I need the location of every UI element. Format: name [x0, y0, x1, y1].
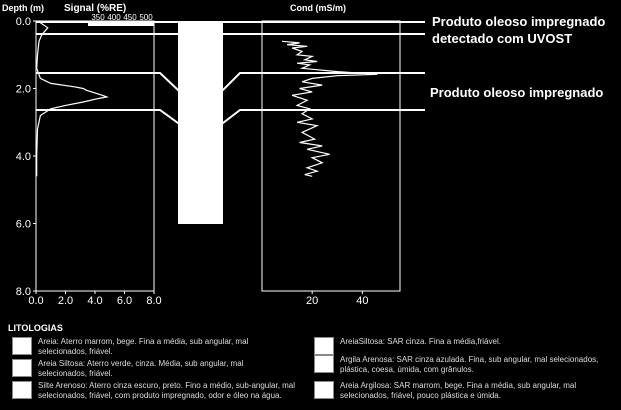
cond-track-label: Cond (mS/m) — [290, 3, 346, 13]
legend-text: Silte Arenoso: Aterro cinza escuro, preto. Fino a médio, sub-angular, mal selecionados, friável, com produto impregnado, odor e óleo na água. — [38, 381, 296, 400]
legend-swatch — [12, 359, 32, 377]
cond-tick-label: 40 — [356, 295, 369, 307]
legend-text: Areia Siltosa: Aterro verde, cinza. Média, sub angular, mal selecionados, friável. — [38, 359, 244, 378]
marker-line-mid-1 — [36, 73, 425, 90]
legend-item-areia-argilosa — [314, 381, 614, 401]
legend-swatch — [12, 337, 32, 355]
legend-item-argila-arenosa — [314, 355, 614, 375]
legend-swatch — [314, 337, 334, 355]
signal-tick-label: 0.0 — [28, 295, 44, 307]
legend-text: Areia: Aterro marrom, bege. Fina a média, sub angular, mal selecionados, friável. — [38, 337, 249, 356]
marker-line-mid-2 — [36, 110, 425, 123]
signal-tick-label: 2.0 — [57, 295, 74, 307]
lithology-legend — [0, 318, 621, 410]
signal-series-line — [37, 23, 107, 177]
depth-axis-label: Depth (m) — [2, 3, 44, 13]
annotation-2: detectado com UVOST — [432, 31, 573, 46]
annotation-1: Produto oleoso impregnado — [432, 14, 606, 29]
legend-item-areia-siltosa — [12, 359, 292, 379]
depth-tick-label: 4.0 — [15, 151, 31, 163]
interval-marker-lines — [36, 22, 425, 123]
signal-top-tick-label: 350 — [91, 13, 105, 22]
legend-item-areiasiltosa-sar — [314, 337, 614, 355]
cond-tick-label: 20 — [306, 295, 319, 307]
depth-tick-label: 6.0 — [15, 218, 31, 231]
cond-bottom-tick-labels — [306, 291, 368, 307]
legend-swatch — [314, 355, 334, 373]
depth-tick-label: 2.0 — [15, 83, 31, 96]
depth-tick-label: 8.0 — [15, 286, 31, 298]
signal-top-tick-label: 450 — [123, 13, 137, 22]
legend-swatch — [12, 381, 32, 399]
legend-title: LITOLOGIAS — [8, 323, 63, 333]
legend-item-silte-arenoso — [12, 381, 297, 401]
legend-text: Argila Arenosa: SAR cinza azulada. Fina, sub angular, mal selecionados, plástica, coesa, úmida, com grânulos. — [340, 355, 599, 374]
cond-series-line — [282, 41, 377, 176]
signal-track-label: Signal (%RE) — [64, 3, 127, 14]
cond-track-frame — [262, 21, 400, 291]
legend-text: Areia Argilosa: SAR marrom, bege. Fina a média, sub angular, mal selecionados, friável, pouco plástica e úmida. — [340, 381, 577, 400]
legend-text: AreiaSiltosa: SAR cinza. Fina a média,friável. — [340, 337, 501, 346]
signal-bottom-tick-labels — [28, 291, 161, 307]
signal-top-tick-label: 400 — [107, 13, 121, 22]
depth-tick-labels — [16, 16, 36, 298]
legend-swatch — [314, 381, 334, 399]
annotation-3: Produto oleoso impregnado — [430, 85, 604, 100]
depth-tick-label: 0.0 — [15, 16, 31, 28]
signal-tick-label: 8.0 — [146, 295, 162, 307]
signal-tick-label: 4.0 — [87, 295, 103, 307]
signal-top-tick-label: 500 — [139, 13, 153, 22]
signal-track-frame — [36, 21, 154, 291]
signal-tick-label: 6.0 — [116, 295, 133, 307]
legend-item-areia — [12, 337, 292, 357]
